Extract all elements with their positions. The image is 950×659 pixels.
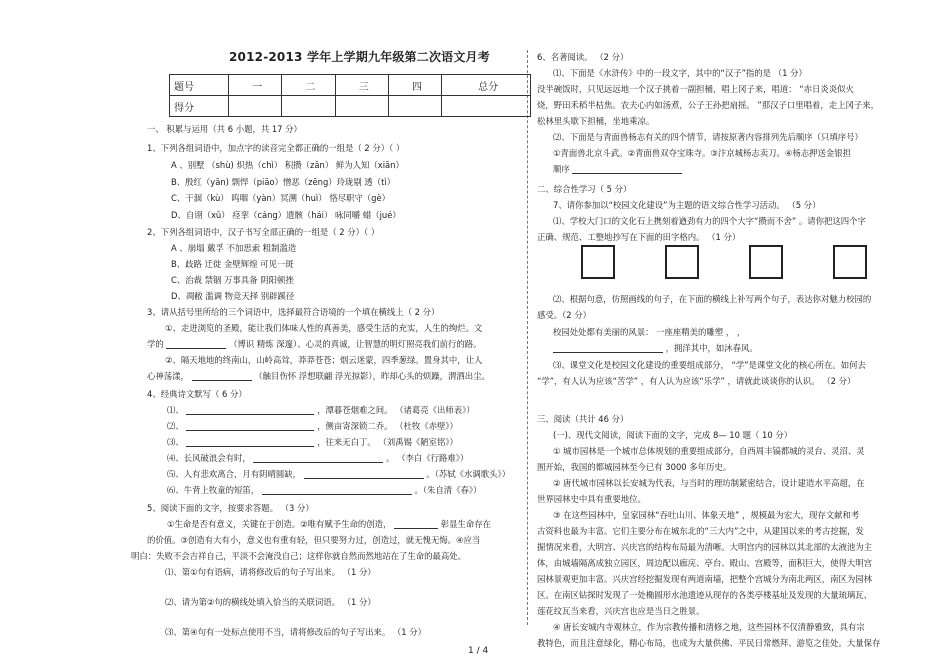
q4-text: 。（苏轼《水调歌头》） <box>426 469 511 479</box>
answer-blank[interactable] <box>262 486 412 495</box>
reading-line: 体，由城墙隔离成独立园区，周边配以廊庑、亭台、殿山、宫殿等，面积巨大，使得大明宫 <box>537 558 872 568</box>
q2-option-d: D、凋敝 滥调 物竞天择 别辟蹊径 <box>171 291 295 301</box>
q6-order <box>553 164 682 174</box>
q5-passage-2: 的价值。③创造有大有小，意义也有重有轻，但只要努力过，创造过，就无愧无悔。④应当 <box>147 535 481 545</box>
score-cell <box>388 96 441 117</box>
answer-blank[interactable] <box>186 438 314 447</box>
q4-text: ⑷、长风破浪会有时， <box>167 453 251 463</box>
score-table-header: 二 <box>282 75 335 96</box>
question-7: 7、请你参加以“校园文化建设”为主题的语文综合性学习活动。 （5 分） <box>553 200 821 210</box>
reading-line: 区。在南区钻探时发现了一处椭圆形水池遗迹从现存的各类亭楼基址及发现的大量琉璃瓦、 <box>537 590 872 600</box>
q4-num: ⑶、 <box>167 437 184 447</box>
q1-option-c: C、干涸（kù） 呜咽（yàn）冥溯（huì） 恪尽职守（gè） <box>171 193 391 203</box>
q7-sub-1: ⑴、学校大门口的文化石上携刻着遒劲有力的四个大字“攒而不舍” 。请你把这四个字 <box>553 216 866 226</box>
q4-text: ⑹、牛背上牧童的短笛， <box>167 485 260 495</box>
reading-line: ② 唐代城市园林以长安城为代表，与当时的理坊制紧密结合，设计建造水平高超，在 <box>553 478 865 488</box>
q6-sub-2: ⑵、下面是与青面兽杨志有关的四个情节，请按原著内容排列先后顺序（只填序号） <box>553 132 863 142</box>
reading-line: ① 城市园林是一个城市总体规划的重要组成部分，自西周丰镐都城的灵台、灵沼、灵 <box>553 446 865 456</box>
tianzige-box[interactable] <box>665 245 699 279</box>
q5-passage-1 <box>167 519 491 529</box>
q5-text: ①生命是否有意义，关键在于创造。②唯有赋予生命的创造， <box>167 519 392 529</box>
page-number: 1 / 4 <box>468 646 489 656</box>
q6-passage-3: 松林里头歇下担桶，坐地乘凉。 <box>537 116 655 126</box>
q1-option-d: D、自诩（xǔ） 痉挛（cáng）遗骸（hái） 咏同嚼 蜡（jué） <box>171 210 401 220</box>
q4-line-2 <box>167 421 458 431</box>
q7-sub-3-cont: “学”，有人认为应该“苦学” ，有人认为应该“乐学” ，请就此谈谈你的认识。 （2 分） <box>537 376 856 386</box>
page-title: 2012-2013 学年上学期九年级第二次语文月考 <box>229 50 490 64</box>
q7-sub-2-cont: 感受。（2 分） <box>537 310 592 320</box>
q4-text: ，往来无白丁。 （刘禹锡《陋室铭》） <box>317 437 458 447</box>
column-divider <box>527 50 528 625</box>
section-2-heading: 二、综合性学习（ 5 分） <box>537 184 632 194</box>
question-4: 4、经典诗文默写（ 6 分） <box>147 389 247 399</box>
section-1-heading: 一、 积累与运用（共 6 小题，共 17 分） <box>147 124 302 134</box>
q2-option-a: A 、崩塌 戴孚 不加思索 粗制滥造 <box>171 243 297 253</box>
q7-sub-3: ⑶、课堂文化是校园文化建设的重要组成部分， “学”是课堂文化的核心所在。如何去 <box>553 360 866 370</box>
reading-line: 园林景观更加丰富。兴庆宫经挖掘发现有两道南墙，把整个宫城分为南北两区，南区为园林 <box>537 574 872 584</box>
q6-sub-1: ⑴、下面是《水浒传》中的一段文字，其中的“汉子”指的是 （1 分） <box>553 68 807 78</box>
score-table-label: 得分 <box>170 96 229 117</box>
q3-part-1: ①、走进浏览的圣殿，能让我们体味人性的真善美，感受生活的充实，人生的绚烂。文 <box>165 323 483 333</box>
q4-text: ，侧亩寄深锁二乔。 （杜牧《赤壁》） <box>317 421 458 431</box>
question-6: 6、名著阅读。 （2 分） <box>537 52 629 62</box>
q5-passage-3: 明白：失败不会吉祥自己，平淡不会淹没自己；这样你就自然而然地站在了生命的最高处。 <box>131 551 466 561</box>
q7-sub-1-cont: 正确、规范、工整地抄写在下面的田字格内。 （1 分） <box>537 232 741 242</box>
tianzige-box[interactable] <box>749 245 783 279</box>
question-3: 3、请从括号里所给的三个词语中，选择最符合语境的一个填在横线上（ 2 分） <box>147 307 440 317</box>
q3-text: 学的 <box>147 339 164 349</box>
question-5: 5、阅读下面的文字，按要求答题。 （3 分） <box>147 503 314 513</box>
q4-text: 。 （李白《行路难》） <box>386 453 469 463</box>
q4-line-3 <box>167 437 458 447</box>
score-cell <box>282 96 335 117</box>
reading-intro: (一)、现代文阅读，阅读下面的文字，完成 8— 10 题（ 10 分） <box>553 430 793 440</box>
q3-text: 心神荡漾， <box>147 371 189 381</box>
score-table-header: 四 <box>388 75 441 96</box>
reading-line: 古资料也最为丰富。它们主要分布在城东北的“三大内”之中，从建国以来的考古挖掘，发 <box>537 526 864 536</box>
q2-option-c: C、治裁 禁锢 万事具备 阴阳顿挫 <box>171 275 294 285</box>
q4-text: ⑸、人有悲欢离合，月有阴晴圆缺， <box>167 469 301 479</box>
q7-sub-2: ⑵、根据句意，仿照画线的句子，在下面的横线上补写两个句子，表达你对魅力校园的 <box>553 294 872 304</box>
section-3-heading: 三、阅读（共计 46 分） <box>537 414 629 424</box>
q5-sub-2: ⑵、请为第②句的横线处填入恰当的关联词语。 （1 分） <box>165 597 376 607</box>
score-table-header: 三 <box>335 75 388 96</box>
q6-options: ①青面兽北京斗武。②青面兽双夺宝珠寺。③汴京城杨志卖刀。④杨志押送金银担 <box>553 148 852 158</box>
answer-blank[interactable] <box>166 340 226 349</box>
q4-num: ⑴、 <box>167 405 184 415</box>
answer-blank[interactable] <box>186 422 314 431</box>
q4-line-4 <box>167 453 468 463</box>
q5-sub-1: ⑴、第①句有语病，请将修改后的句子写出来。 （1 分） <box>165 567 376 577</box>
q7-sample: 校园处处都有美丽的风景： 一座座精美的雕塑 ， ， <box>553 327 746 337</box>
answer-blank[interactable] <box>394 520 438 529</box>
q4-line-6 <box>167 485 481 495</box>
q3-text: （触目伤怀 浮想联翩 浮光掠影），昨却心头的烦躁，渭洒出尘。 <box>254 371 490 381</box>
tianzige-box[interactable] <box>833 245 867 279</box>
question-1: 1、下列各组词语中，加点字的读音完全都正确的一组是（ 2 分）（ ） <box>147 143 405 153</box>
reading-line: 世界园林史中具有重要地位。 <box>537 494 646 504</box>
score-table-header: 题号 <box>170 75 229 96</box>
score-table <box>169 74 531 117</box>
score-table-header: 总分 <box>442 75 531 96</box>
answer-blank[interactable] <box>304 470 424 479</box>
q1-option-a: A 、别墅 （shù) 炽热（chì） 积攒（zǎn） 鲜为人知（xiān） <box>171 160 404 170</box>
reading-line: 莲花纹瓦当来看，兴庆宫也应是当日之胜景。 <box>537 606 705 616</box>
reading-line: 囿开始，我国的都城园林至今已有 3000 多年历史。 <box>537 462 732 472</box>
answer-blank[interactable] <box>253 454 383 463</box>
q6-passage-1: 没半碗饭时，只见远远地一个汉子挑着一副担桶，唱上冈子来，唱道： “赤日炎炎似火 <box>537 84 854 94</box>
q4-line-1 <box>167 405 475 415</box>
q5-sub-3: ⑶、第④句有一处标点使用不当，请将修改后的句子写出来。 （1 分） <box>165 627 427 637</box>
q4-text: ，潭暮苍烟难之间。 （诸葛亮《出师表》） <box>317 405 475 415</box>
question-2: 2、下列各组词语中，汉子书写全部正确的一组是（ 2 分）（ ） <box>147 227 380 237</box>
score-cell <box>442 96 531 117</box>
q5-text: 彰显生命存在 <box>440 519 491 529</box>
answer-blank[interactable] <box>572 165 682 174</box>
q6-passage-2: 烧，野田禾稻半枯焦。农夫心内如汤煮，公子王孙把扇摇。 ”那汉子口里唱着，走上冈子来， <box>537 100 879 110</box>
answer-blank[interactable] <box>553 344 663 353</box>
q3-part-1-cont <box>147 339 481 349</box>
reading-line: 教特色，而且注意绿化，精心布局，也成为大量供佛、平民日常燃拜、游览之佳处。大量保存 <box>537 638 881 648</box>
q3-text: （博识 精炼 深邃）、心灵的真诚，让智慧的明灯照亮我们前行的路。 <box>229 339 482 349</box>
q3-part-2: ②、隔天地地的终南山，山岭高耸，莽莽苍苍；烟云迷蒙，四季葱绿。置身其中，让人 <box>165 355 483 365</box>
q6-order-label: 顺序 <box>553 164 570 174</box>
q1-option-b: B、殷红（yān) 剽悍（piāo）憎恶（zēng）玲珑剔 透（tì） <box>171 177 396 187</box>
score-table-header: 一 <box>229 75 282 96</box>
reading-line: ③ 在这些园林中，皇家园林“吞吐山川、体象天地” ，规模最为宏大，现存文献和考 <box>553 510 860 520</box>
q4-text: 。（朱自清《春》） <box>414 485 482 495</box>
reading-line: ④ 唐长安城内寺观林立，作为宗教传播和清修之地，这些园林不仅清静雅致，具有宗 <box>553 622 865 632</box>
reading-line: 掘情况来看，大明宫、兴庆宫的结构布局最为清晰。大明宫内的园林以其北部的太液池为主 <box>537 542 872 552</box>
answer-blank[interactable] <box>186 406 314 415</box>
tianzige-box[interactable] <box>581 245 615 279</box>
score-cell <box>335 96 388 117</box>
q2-option-b: B、歧路 迁徙 金壁辉煌 可见一斑 <box>171 259 294 269</box>
q4-line-5 <box>167 469 510 479</box>
q7-sample-cont <box>553 343 758 353</box>
q4-num: ⑵、 <box>167 421 184 431</box>
q3-part-2-cont <box>147 371 490 381</box>
answer-blank[interactable] <box>192 372 252 381</box>
score-cell <box>229 96 282 117</box>
q7-sample-text: ，拥洋其中，如沐春风。 <box>665 343 758 353</box>
